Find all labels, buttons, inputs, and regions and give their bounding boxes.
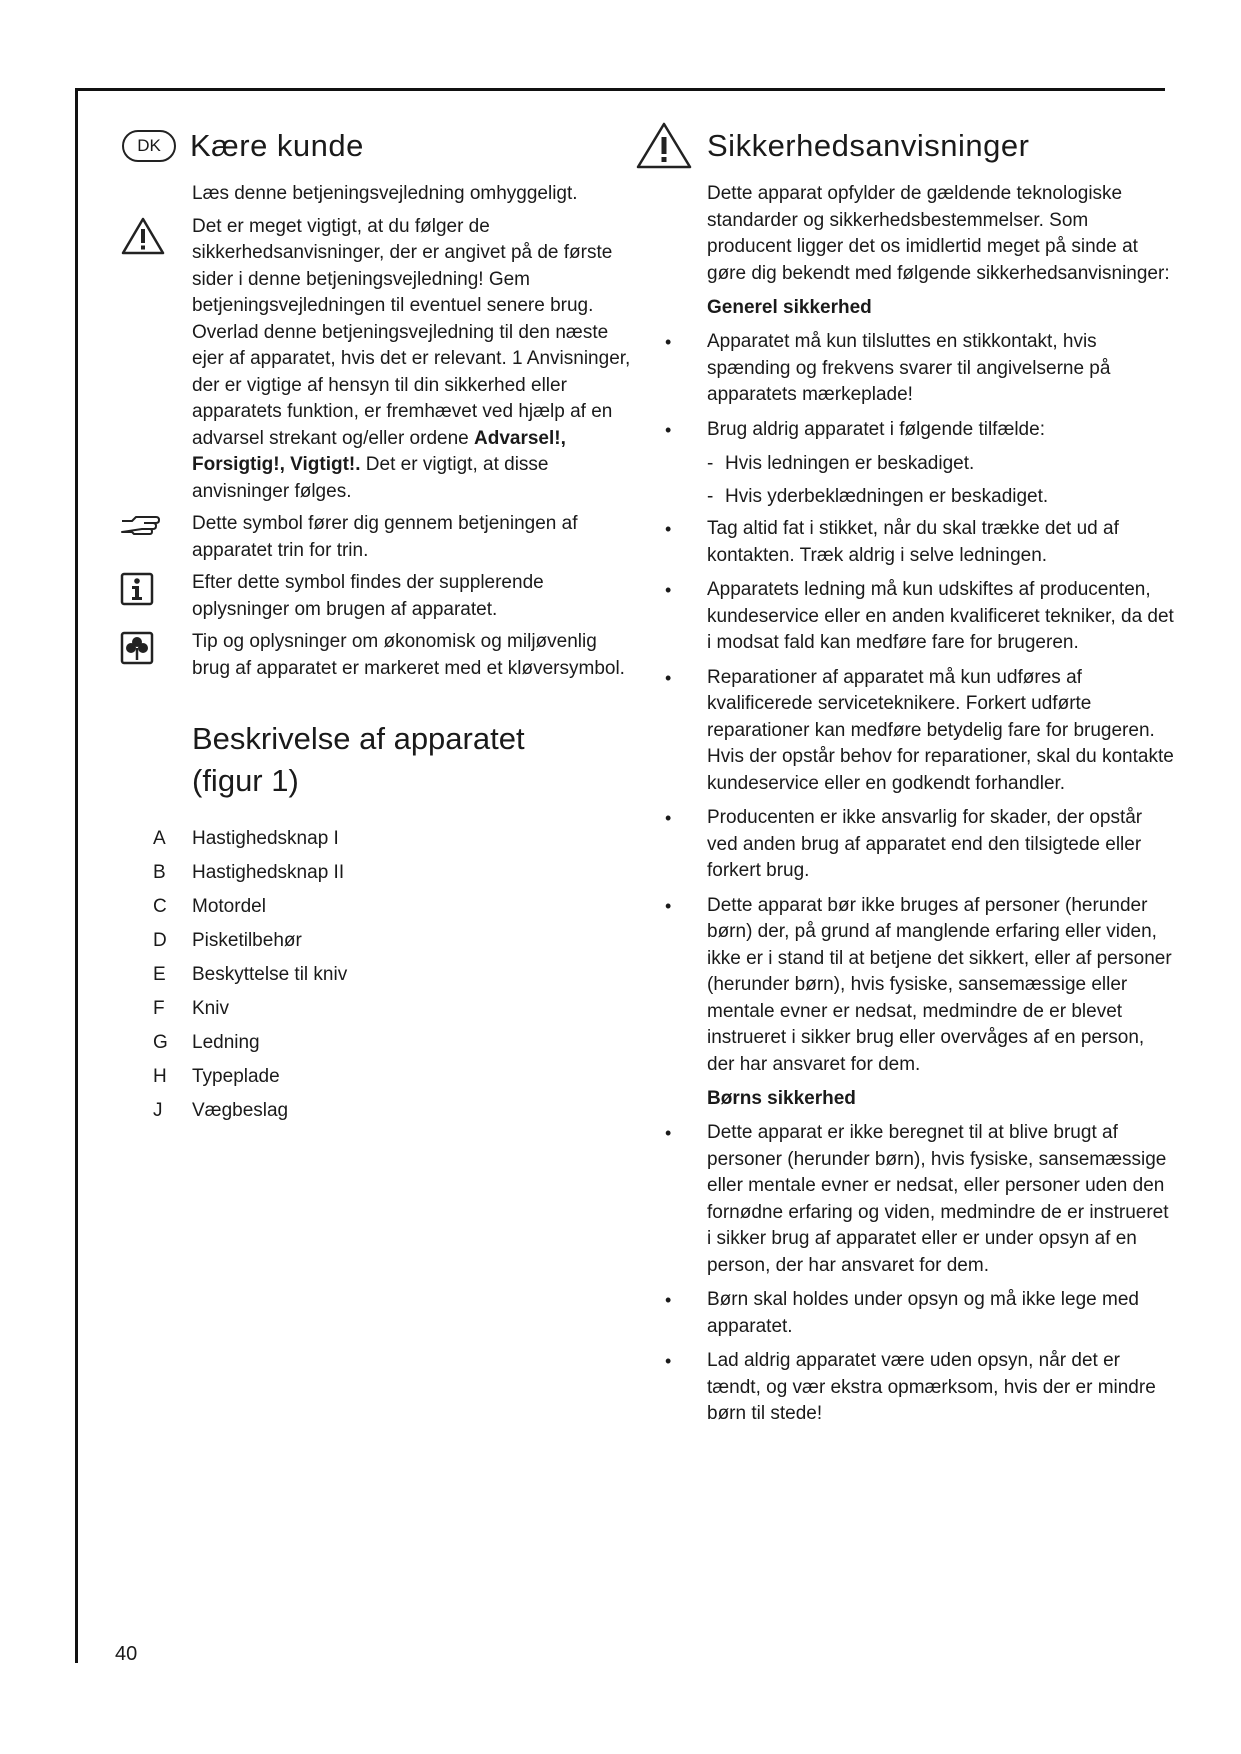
- list-item: J Vægbeslag: [153, 1100, 289, 1121]
- list-item: • Apparatets ledning må kun udskiftes af producenten, kundeservice eller en anden kvalificeret tekniker, da det i modsat fald kan medføre fare for brugeren.: [665, 579, 1174, 653]
- warning-text: Det er meget vigtigt, at du følger de sikkerhedsanvisninger, der er angivet på de første sider i denne betjeningsvejledning! Gem betjeningsvejledningen til eventuel senere brug. Overlad denne betjeningsvejledning til den næste ejer af apparatet, hvis det er relevant. 1 Anvisninger, der er vigtige af hensyn til din sikkerhed eller apparatets funktion, er fremhævet ved hjælp af en advarsel strekant og/eller ordene: [192, 215, 631, 449]
- pointing-hand-icon: [120, 511, 192, 537]
- list-item: - Hvis ledningen er beskadiget.: [707, 453, 975, 474]
- page-title: Kære kunde: [190, 128, 364, 163]
- list-item: D Pisketilbehør: [153, 930, 302, 951]
- info-text: Efter dette symbol findes der supplerende oplysninger om brugen af apparatet.: [192, 572, 544, 620]
- page-number: 40: [115, 1643, 138, 1665]
- list-item: F Kniv: [153, 998, 229, 1019]
- list-item: - Hvis yderbeklædningen er beskadiget.: [707, 485, 1049, 507]
- list-item: G Ledning: [153, 1032, 260, 1053]
- list-item: • Lad aldrig apparatet være uden opsyn, når det er tændt, og vær ekstra opmærksom, hvis der er mindre børn til stede!: [665, 1350, 1156, 1424]
- list-item: • Tag altid fat i stikket, når du skal trække det ud af kontakten. Træk aldrig i selve ledningen.: [665, 518, 1119, 566]
- eco-paragraph: [120, 629, 640, 682]
- safety-intro: Dette apparat opfylder de gældende teknologiske standarder og sikkerhedsbestemmelser. Som producent ligger det os imidlertid meget på sinde at gøre dig bekendt med følgende sikkerhedsanvisninger:: [707, 183, 1170, 284]
- safety-title: Sikkerhedsanvisninger: [707, 128, 1030, 163]
- general-safety-heading: Generel sikkerhed: [707, 297, 872, 318]
- list-item: • Dette apparat er ikke beregnet til at blive brugt af personer (herunder børn), hvis fysiske, sansemæssige eller mentale evner er nedsat, eller personer uden den fornødne erfaring og viden, medmindre de er instrueret i sikker brug af apparatet eller er under opsyn af en person, der har ansvaret for dem.: [665, 1122, 1169, 1276]
- list-item: • Producenten er ikke ansvarlig for skader, der opstår ved anden brug af apparatet end den tilsigtede eller forkert brug.: [665, 807, 1143, 881]
- section-title: [192, 718, 640, 802]
- left-column: [120, 125, 640, 1128]
- list-item: • Brug aldrig apparatet i følgende tilfælde:: [665, 418, 1045, 440]
- frame-left-rule: [75, 88, 78, 1663]
- left-heading: [120, 125, 640, 167]
- list-item: B Hastighedsknap II: [153, 862, 345, 883]
- eco-text: Tip og oplysninger om økonomisk og miljøvenlig brug af apparatet er markeret med et kløversymbol.: [192, 631, 625, 679]
- right-column: [635, 125, 1175, 1436]
- list-item: • Apparatet må kun tilsluttes en stikkontakt, hvis spænding og frekvens svarer til angivelserne på apparatets mærkeplade!: [665, 331, 1111, 405]
- warning-triangle-icon: [120, 214, 192, 256]
- warning-triangle-icon: [635, 121, 693, 171]
- right-heading: [635, 125, 1175, 167]
- section-title-line2: (figur 1): [192, 763, 299, 798]
- parts-list: [153, 822, 640, 1128]
- children-safety-heading: Børns sikkerhed: [707, 1088, 856, 1109]
- list-item: E Beskyttelse til kniv: [153, 964, 348, 985]
- list-item: C Motordel: [153, 896, 266, 917]
- intro-text: Læs denne betjeningsvejledning omhyggeligt.: [192, 183, 578, 204]
- hand-text: Dette symbol fører dig gennem betjeningen af apparatet trin for trin.: [192, 513, 578, 561]
- warning-keywords: Advarsel!, Forsigtig!, Vigtigt!.: [192, 427, 566, 475]
- list-item: A Hastighedsknap I: [153, 828, 339, 849]
- list-item: H Typeplade: [153, 1066, 280, 1087]
- clover-icon: [120, 629, 192, 665]
- info-paragraph: [120, 570, 640, 623]
- warning-tail: Det er vigtigt, at disse anvisninger følges.: [192, 454, 549, 502]
- section-title-line1: Beskrivelse af apparatet: [192, 721, 525, 756]
- hand-paragraph: [120, 511, 640, 564]
- frame-top-rule: [75, 88, 1165, 91]
- language-badge: DK: [122, 130, 176, 162]
- list-item: • Reparationer af apparatet må kun udføres af kvalificerede serviceteknikere. Forkert udførte reparationer kan medføre betydelig fare for brugeren. Hvis der opstår behov for reparationer, skal du kontakte kundeservice eller en godkendt forhandler.: [665, 666, 1174, 794]
- info-icon: [120, 570, 192, 606]
- list-item: • Børn skal holdes under opsyn og må ikke lege med apparatet.: [665, 1289, 1139, 1337]
- list-item: • Dette apparat bør ikke bruges af personer (herunder børn) der, på grund af manglende erfaring eller viden, ikke er i stand til at betjene det sikkert, eller af personer (herunder børn), hvis fysiske, sansemæssige eller mentale evner er nedsat, medmindre de er blevet instrueret i sikker brug eller overvåges af en person, der har ansvaret for dem.: [665, 894, 1172, 1075]
- warning-paragraph: [120, 214, 640, 506]
